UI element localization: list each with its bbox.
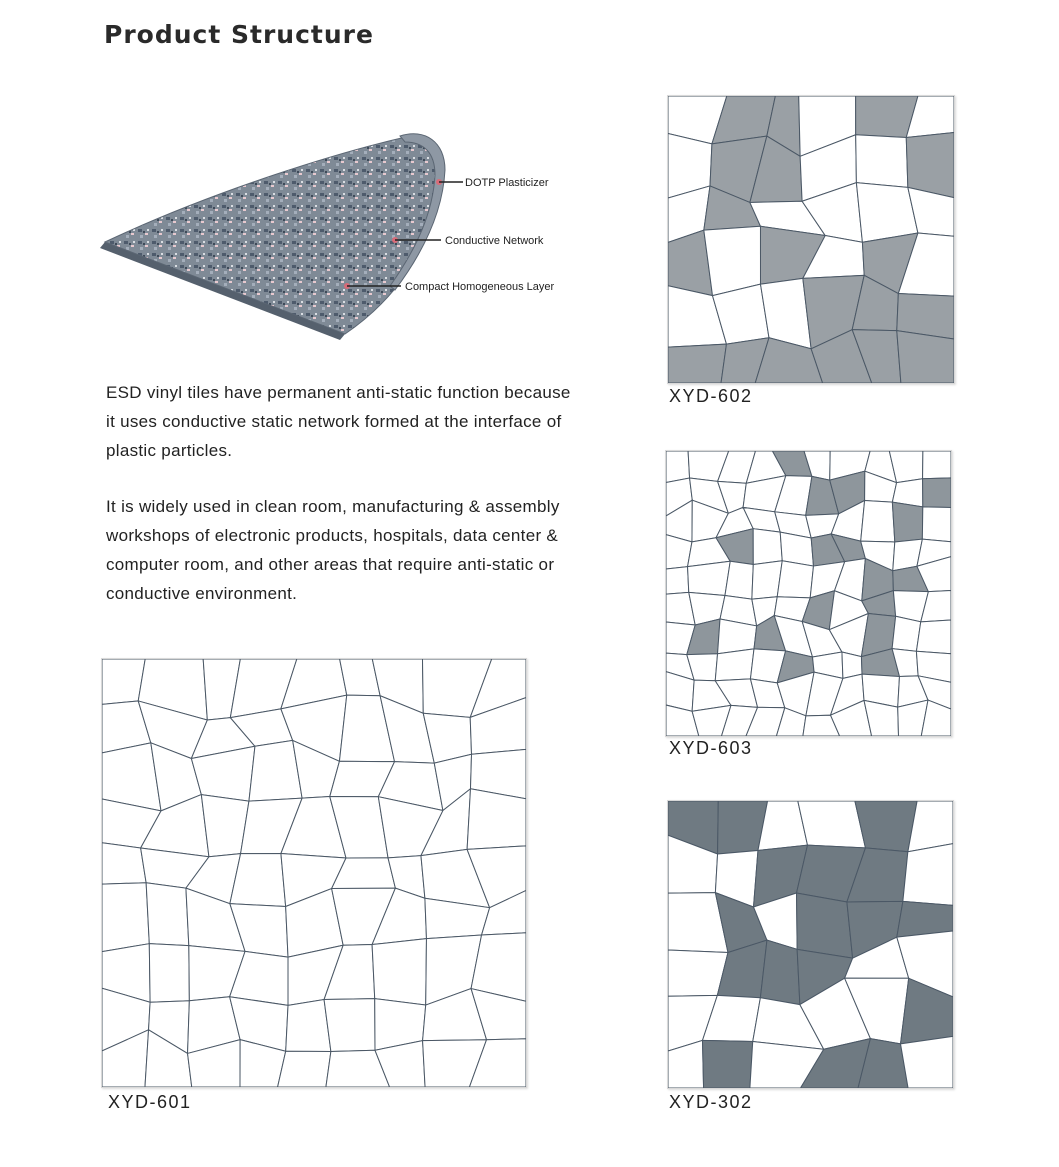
tile-chip [906, 132, 954, 197]
tile-chip [903, 844, 953, 906]
tile-sample-xyd-302 [667, 800, 954, 1089]
tile-chip [923, 478, 951, 508]
tile-sample-xyd-601 [101, 658, 527, 1088]
product-structure-diagram [95, 120, 585, 350]
tile-chip [916, 620, 951, 654]
tile-chip [324, 999, 375, 1052]
tile-pattern [102, 659, 526, 1087]
tile-chip [666, 567, 689, 594]
tile-chip [897, 331, 954, 383]
page-title: Product Structure [104, 20, 374, 49]
tile-chip [892, 616, 921, 651]
tile-chip [278, 1051, 331, 1087]
tile-chip [725, 561, 753, 599]
callout-conductive-network: Conductive Network [445, 235, 544, 247]
tile-chip [146, 883, 189, 946]
tile-chip [760, 940, 799, 1004]
tile-chip [715, 649, 754, 681]
tile-chip [668, 344, 726, 383]
tile-pattern [666, 451, 951, 736]
tile-chip [922, 507, 951, 542]
tile-chip [856, 135, 908, 188]
tile-pattern [668, 96, 954, 383]
usage-paragraph: It is widely used in clean room, manufacturing & assembly workshops of electronic products, hospitals, data center & computer room, and other areas that require anti-static or conductive environment. [106, 497, 560, 603]
tile-chip [753, 529, 782, 565]
tile-slab-surface [105, 135, 441, 334]
tile-chip [688, 561, 731, 595]
tile-chip [286, 1000, 331, 1052]
tile-sample-xyd-602 [667, 95, 955, 384]
tile-chip [855, 801, 917, 852]
tile-chip [892, 502, 922, 542]
description-paragraph: ESD vinyl tiles have permanent anti-static function because it uses conductive static network formed at the interface of plastic particles. [106, 383, 571, 460]
tile-chip [102, 883, 149, 952]
product-code-label: XYD-602 [669, 386, 753, 406]
product-code-label: XYD-601 [108, 1092, 192, 1112]
tile-chip [149, 944, 189, 1003]
tile-chip [102, 843, 146, 884]
tile-chip [901, 1036, 953, 1088]
tile-chip [861, 500, 895, 541]
tile-chip [797, 893, 853, 958]
tile-sample-xyd-603 [665, 450, 952, 737]
product-code-label: XYD-603 [669, 738, 753, 758]
tile-chip [372, 939, 426, 1005]
tile-chip [798, 801, 866, 848]
tile-chip [923, 451, 951, 479]
callout-dotp: DOTP Plasticizer [465, 177, 549, 189]
tile-chip [777, 561, 813, 598]
tile-chip [702, 1040, 752, 1088]
callout-homogeneous-layer: Compact Homogeneous Layer [405, 281, 555, 293]
tile-pattern [668, 801, 953, 1088]
tile-chip [704, 226, 761, 295]
tile-chip [666, 451, 690, 482]
product-code-label: XYD-302 [669, 1092, 753, 1112]
tile-chip [467, 789, 526, 850]
